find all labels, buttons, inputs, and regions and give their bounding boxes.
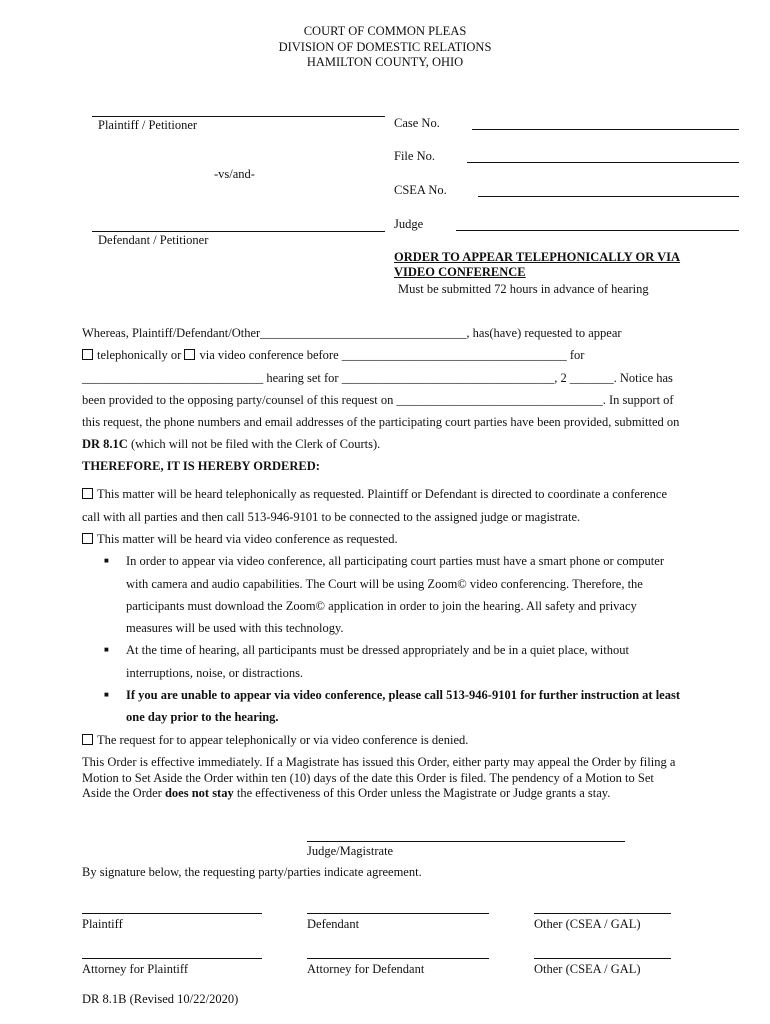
therefore-heading: THEREFORE, IT IS HEREBY ORDERED: [82, 459, 320, 473]
body-line-3: _____________________________ hearing set for __________________________________, 2 _______. Notice has [82, 371, 673, 385]
bullet-1-line3: participants must download the Zoom© application in order to join the hearing. All safety and privacy [126, 599, 637, 613]
other-signature-label-2: Other (CSEA / GAL) [534, 962, 641, 976]
body-line-6 [82, 433, 692, 455]
dr81c-note: (which will not be filed with the Clerk of Courts). [127, 437, 381, 451]
body-line-1: Whereas, Plaintiff/Defendant/Other_________________________________, has(have) requested to appear [82, 326, 622, 340]
atty-plaintiff-signature-line[interactable] [82, 958, 262, 959]
order-title-line1: ORDER TO APPEAR TELEPHONICALLY OR VIA [394, 250, 681, 264]
file-no-label: File No. [394, 149, 435, 163]
body-line-4: been provided to the opposing party/counsel of this request on _________________________________. In support of [82, 393, 674, 407]
bullet-marker-1: ■ [104, 556, 109, 565]
judge-label: Judge [394, 217, 424, 231]
telephonic-text: telephonically or [97, 348, 182, 362]
plaintiff-signature-label: Plaintiff [82, 917, 123, 931]
does-not-stay: does not stay [164, 786, 234, 800]
option-video-line [82, 528, 692, 550]
order-title [394, 250, 680, 280]
plaintiff-line[interactable] [92, 116, 385, 117]
court-name: COURT OF COMMON PLEAS [303, 24, 467, 38]
vs-label: -vs/and- [214, 167, 255, 181]
atty-defendant-label: Attorney for Defendant [307, 962, 425, 976]
plaintiff-signature-line[interactable] [82, 913, 262, 914]
dr81c-ref: DR 8.1C [82, 437, 128, 451]
order-title-line2: VIDEO CONFERENCE [394, 265, 526, 279]
option-denied-line [82, 729, 692, 751]
bullet-marker-2: ■ [104, 645, 109, 654]
bullet-marker-3: ■ [104, 690, 109, 699]
option-video-text: This matter will be heard via video conference as requested. [97, 532, 398, 546]
bullet-3-line1: If you are unable to appear via video conference, please call 513-946-9101 for further instruction at least [126, 688, 680, 702]
option-denied-text: The request for to appear telephonically or via video conference is denied. [97, 733, 469, 747]
defendant-signature-line[interactable] [307, 913, 489, 914]
body-line-2 [82, 344, 692, 366]
atty-plaintiff-label: Attorney for Plaintiff [82, 962, 188, 976]
effective-line3-c: the effectiveness of this Order unless the Magistrate or Judge grants a stay. [233, 786, 611, 800]
file-no-line[interactable] [467, 162, 739, 163]
option-telephonic-line1 [82, 483, 692, 505]
case-no-line[interactable] [472, 129, 739, 130]
bullet-1-line1: In order to appear via video conference, all participating court parties must have a smart phone or computer [126, 554, 664, 568]
bullet-2-line2: interruptions, noise, or distractions. [126, 666, 304, 680]
csea-no-label: CSEA No. [394, 183, 447, 197]
csea-no-line[interactable] [478, 196, 739, 197]
case-no-label: Case No. [394, 116, 440, 130]
option-telephonic-text: This matter will be heard telephonically as requested. Plaintiff or Defendant is directed to coordinate a conference [97, 487, 668, 501]
defendant-line[interactable] [92, 231, 385, 232]
judge-line[interactable] [456, 230, 739, 231]
form-id: DR 8.1B (Revised 10/22/2020) [82, 992, 239, 1006]
plaintiff-label: Plaintiff / Petitioner [98, 118, 198, 132]
agreement-text: By signature below, the requesting party/parties indicate agreement. [82, 865, 422, 879]
bullet-1-line4: measures will be used with this technology. [126, 621, 344, 635]
bullet-2-line1: At the time of hearing, all participants must be dressed appropriately and be in a quiet place, without [126, 643, 629, 657]
other-signature-line-2[interactable] [534, 958, 671, 959]
bullet-1-line2: with camera and audio capabilities. The Court will be using Zoom© video conferencing. Therefore, the [126, 577, 643, 591]
effective-line3-a: Aside the Order [82, 786, 165, 800]
body-line-5: this request, the phone numbers and email addresses of the participating court parties have been provided, submitted on [82, 415, 680, 429]
other-signature-label-1: Other (CSEA / GAL) [534, 917, 641, 931]
telephonic-checkbox[interactable] [82, 349, 93, 360]
other-signature-line-1[interactable] [534, 913, 671, 914]
atty-defendant-signature-line[interactable] [307, 958, 489, 959]
effective-line3 [82, 786, 702, 802]
county-name: HAMILTON COUNTY, OHIO [306, 55, 464, 69]
option-telephonic-line2: call with all parties and then call 513-946-9101 to be connected to the assigned judge or magistrate. [82, 510, 581, 524]
judge-signature-line[interactable] [307, 841, 625, 842]
effective-paragraph [82, 755, 702, 802]
judge-magistrate-label: Judge/Magistrate [307, 844, 394, 858]
video-checkbox[interactable] [184, 349, 195, 360]
court-header [185, 24, 585, 71]
option-telephonic-checkbox[interactable] [82, 488, 93, 499]
effective-line1: This Order is effective immediately. If a Magistrate has issued this Order, either party may appeal the Order by filing a [82, 755, 676, 769]
bullet-3-line2: one day prior to the hearing. [126, 710, 279, 724]
effective-line2: Motion to Set Aside the Order within ten (10) days of the date this Order is filed. The pendency of a Motion to Set [82, 770, 654, 785]
option-video-checkbox[interactable] [82, 533, 93, 544]
submission-note: Must be submitted 72 hours in advance of hearing [398, 282, 649, 296]
division-name: DIVISION OF DOMESTIC RELATIONS [278, 39, 492, 54]
defendant-signature-label: Defendant [307, 917, 360, 931]
option-denied-checkbox[interactable] [82, 734, 93, 745]
defendant-label: Defendant / Petitioner [98, 233, 209, 247]
video-text: via video conference before ____________________________________ for [199, 348, 585, 362]
